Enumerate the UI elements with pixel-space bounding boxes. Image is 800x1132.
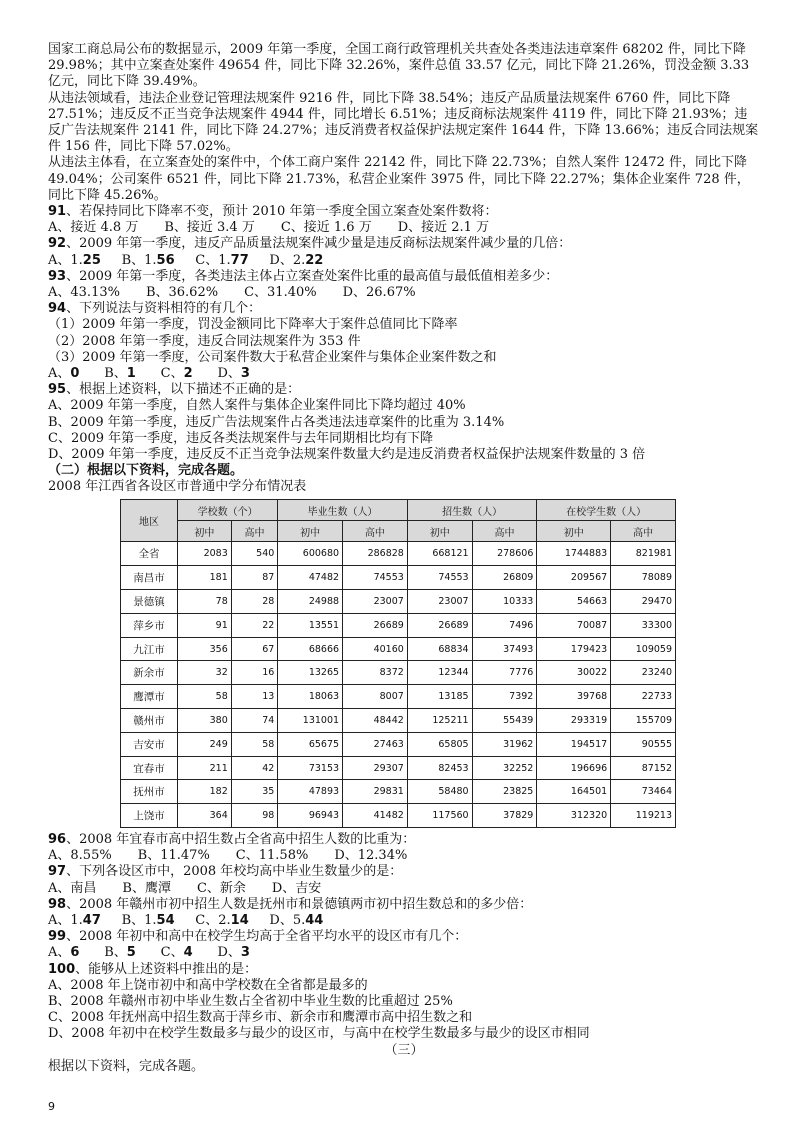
table-cell-value: 37829 — [472, 804, 537, 828]
table-cell-region: 宜春市 — [121, 756, 178, 780]
table-cell-value: 209567 — [537, 566, 611, 590]
table-cell-value: 23825 — [472, 780, 537, 804]
table-cell-value: 26689 — [343, 613, 408, 637]
question-91-options: A、接近 4.8 万 B、接近 3.4 万 C、接近 1.6 万 D、接近 2.1 万 — [48, 220, 490, 236]
intro-paragraph-3: 从违法主体看，在立案查处的案件中，个体工商户案件 22142 件，同比下降 22.73%；自然人案件 12472 件，同比下降 49.04%；公司案件 6521 件，同比下降 21.73%，私营企业案件 3975 件，同比下降 22.27%；集体企业案件 728 件，同比下降 45.26%。 — [48, 155, 750, 203]
table-cell-value: 109059 — [611, 637, 676, 661]
table-cell-value: 1744883 — [537, 542, 611, 566]
intro-paragraph-1: 国家工商总局公布的数据显示，2009 年第一季度，全国工商行政管理机关共查处各类违法违章案件 68202 件，同比下降 29.98%；其中立案查处案件 49654 件，同比下降 32.26%，案件总值 33.57 亿元，同比下降 21.26%，罚没金额 3.33 亿元，同比下降 39.49%。 — [48, 42, 750, 90]
table-cell-value: 13265 — [278, 661, 343, 685]
header-region: 地区 — [121, 500, 178, 542]
table-cell-value: 29307 — [343, 756, 408, 780]
subheader-junior: 初中 — [407, 521, 472, 542]
table-cell-value: 821981 — [611, 542, 676, 566]
table-cell-value: 131001 — [278, 709, 343, 733]
table-row — [121, 804, 676, 828]
table-cell-value: 22 — [231, 613, 278, 637]
table-cell-value: 22733 — [611, 685, 676, 709]
table-cell-value: 37493 — [472, 637, 537, 661]
data-table-wrapper — [120, 499, 676, 828]
table-cell-region: 鹰潭市 — [121, 685, 178, 709]
table-cell-value: 8007 — [343, 685, 408, 709]
header-enrollment: 招生数（人） — [407, 500, 537, 521]
table-cell-value: 600680 — [278, 542, 343, 566]
table-header-row-1 — [121, 500, 676, 521]
table-cell-value: 74553 — [407, 566, 472, 590]
table-cell-value: 117560 — [407, 804, 472, 828]
table-row — [121, 590, 676, 614]
table-row — [121, 566, 676, 590]
table-cell-value: 356 — [178, 637, 232, 661]
table-cell-value: 18063 — [278, 685, 343, 709]
table-cell-region: 赣州市 — [121, 709, 178, 733]
table-cell-value: 33300 — [611, 613, 676, 637]
table-cell-value: 125211 — [407, 709, 472, 733]
table-cell-value: 65805 — [407, 732, 472, 756]
table-cell-value: 42 — [231, 756, 278, 780]
header-graduates: 毕业生数（人） — [278, 500, 408, 521]
table-cell-value: 47482 — [278, 566, 343, 590]
table-cell-value: 68666 — [278, 637, 343, 661]
table-cell-value: 23007 — [407, 590, 472, 614]
table-cell-value: 78 — [178, 590, 232, 614]
table-row — [121, 542, 676, 566]
table-cell-value: 2083 — [178, 542, 232, 566]
table-cell-value: 540 — [231, 542, 278, 566]
table-cell-value: 98 — [231, 804, 278, 828]
table-cell-region: 萍乡市 — [121, 613, 178, 637]
table-cell-value: 249 — [178, 732, 232, 756]
section-3-instruction: 根据以下资料，完成各题。 — [48, 1058, 205, 1074]
table-cell-value: 40160 — [343, 637, 408, 661]
table-cell-region: 景德镇 — [121, 590, 178, 614]
question-95-option-c: C、2009 年第一季度，违反各类法规案件与去年同期相比均有下降 — [48, 430, 434, 446]
table-cell-value: 164501 — [537, 780, 611, 804]
subheader-senior: 高中 — [472, 521, 537, 542]
table-row — [121, 756, 676, 780]
table-cell-value: 74 — [231, 709, 278, 733]
table-cell-value: 87152 — [611, 756, 676, 780]
section-2-heading: （二）根据以下资料，完成各题。 — [48, 463, 244, 479]
table-cell-value: 179423 — [537, 637, 611, 661]
question-95-option-b: B、2009 年第一季度，违反广告法规案件占各类违法违章案件的比重为 3.14% — [48, 414, 505, 430]
table-cell-value: 668121 — [407, 542, 472, 566]
question-94: 94、下列说法与资料相符的有几个： — [48, 301, 262, 317]
table-cell-region: 九江市 — [121, 637, 178, 661]
table-cell-region: 吉安市 — [121, 732, 178, 756]
table-cell-value: 65675 — [278, 732, 343, 756]
table-cell-value: 13551 — [278, 613, 343, 637]
table-cell-value: 211 — [178, 756, 232, 780]
table-cell-value: 312320 — [537, 804, 611, 828]
table-row — [121, 637, 676, 661]
question-94-item-2: （2）2008 年第一季度，违反合同法规案件为 353 件 — [48, 333, 361, 349]
table-cell-value: 29470 — [611, 590, 676, 614]
subheader-senior: 高中 — [231, 521, 278, 542]
table-cell-value: 182 — [178, 780, 232, 804]
question-92-options: A、1.25 B、1.56 C、1.77 D、2.22 — [48, 252, 324, 268]
table-cell-value: 39768 — [537, 685, 611, 709]
question-93-options: A、43.13% B、36.62% C、31.40% D、26.67% — [48, 285, 416, 301]
question-97: 97、下列各设区市中，2008 年校均高中毕业生数量少的是： — [48, 864, 403, 880]
question-96: 96、2008 年宜春市高中招生数占全省高中招生人数的比重为： — [48, 832, 416, 848]
table-cell-value: 23240 — [611, 661, 676, 685]
table-row — [121, 613, 676, 637]
table-cell-value: 78089 — [611, 566, 676, 590]
table-cell-value: 13185 — [407, 685, 472, 709]
table-cell-value: 58 — [178, 685, 232, 709]
table-cell-value: 7392 — [472, 685, 537, 709]
table-cell-value: 73153 — [278, 756, 343, 780]
table-cell-value: 119213 — [611, 804, 676, 828]
table-cell-value: 196696 — [537, 756, 611, 780]
question-94-options: A、0 B、1 C、2 D、3 — [48, 366, 250, 382]
table-cell-value: 10333 — [472, 590, 537, 614]
table-body — [121, 542, 676, 828]
table-row — [121, 780, 676, 804]
question-100: 100、能够从上述资料中推出的是： — [48, 961, 258, 977]
table-cell-value: 58480 — [407, 780, 472, 804]
table-cell-value: 91 — [178, 613, 232, 637]
question-100-option-d: D、2008 年初中在校学生数最多与最少的设区市，与高中在校学生数最多与最少的设区市相同 — [48, 1026, 590, 1042]
table-cell-region: 上饶市 — [121, 804, 178, 828]
table-cell-value: 8372 — [343, 661, 408, 685]
table-cell-value: 27463 — [343, 732, 408, 756]
table-cell-value: 155709 — [611, 709, 676, 733]
table-row — [121, 661, 676, 685]
table-cell-value: 181 — [178, 566, 232, 590]
section-3-heading: （三） — [384, 1042, 424, 1058]
table-row — [121, 732, 676, 756]
question-94-item-1: （1）2009 年第一季度，罚没金额同比下降率大于案件总值同比下降率 — [48, 317, 458, 333]
table-cell-value: 32 — [178, 661, 232, 685]
table-cell-value: 26689 — [407, 613, 472, 637]
question-94-item-3: （3）2009 年第一季度，公司案件数大于私营企业案件与集体企业案件数之和 — [48, 349, 497, 365]
table-cell-value: 47893 — [278, 780, 343, 804]
question-99: 99、2008 年初中和高中在校学生均高于全省平均水平的设区市有几个： — [48, 929, 468, 945]
table-cell-value: 13 — [231, 685, 278, 709]
question-95-option-d: D、2009 年第一季度，违反反不正当竞争法规案件数量大约是违反消费者权益保护法规案件数量的 3 倍 — [48, 447, 646, 463]
table-cell-value: 364 — [178, 804, 232, 828]
subheader-junior: 初中 — [178, 521, 232, 542]
table-cell-value: 23007 — [343, 590, 408, 614]
school-distribution-table — [120, 499, 676, 828]
question-93: 93、2009 年第一季度，各类违法主体占立案查处案件比重的最高值与最低值相差多少： — [48, 268, 559, 284]
table-cell-value: 41482 — [343, 804, 408, 828]
table-cell-region: 新余市 — [121, 661, 178, 685]
subheader-senior: 高中 — [611, 521, 676, 542]
table-cell-value: 12344 — [407, 661, 472, 685]
question-100-option-b: B、2008 年赣州市初中毕业生数占全省初中毕业生数的比重超过 25% — [48, 994, 453, 1010]
question-91: 91、若保持同比下降率不变，预计 2010 年第一季度全国立案查处案件数将： — [48, 204, 498, 220]
table-row — [121, 709, 676, 733]
subheader-junior: 初中 — [278, 521, 343, 542]
document-page — [48, 42, 760, 1075]
subheader-junior: 初中 — [537, 521, 611, 542]
table-cell-value: 48442 — [343, 709, 408, 733]
question-100-option-c: C、2008 年抚州高中招生数高于萍乡市、新余市和鹰潭市高中招生数之和 — [48, 1010, 473, 1026]
table-cell-value: 70087 — [537, 613, 611, 637]
question-92: 92、2009 年第一季度，违反产品质量法规案件减少量是违反商标法规案件减少量的几倍： — [48, 236, 572, 252]
table-cell-value: 54663 — [537, 590, 611, 614]
table-cell-value: 293319 — [537, 709, 611, 733]
table-header-row-2 — [121, 521, 676, 542]
table-cell-value: 380 — [178, 709, 232, 733]
table-cell-region: 南昌市 — [121, 566, 178, 590]
table-cell-region: 全省 — [121, 542, 178, 566]
question-98: 98、2008 年赣州市初中招生人数是抚州市和景德镇两市初中招生数总和的多少倍： — [48, 896, 533, 912]
question-95-option-a: A、2009 年第一季度，自然人案件与集体企业案件同比下降均超过 40% — [48, 398, 466, 414]
table-cell-value: 194517 — [537, 732, 611, 756]
table-cell-value: 87 — [231, 566, 278, 590]
table-title: 2008 年江西省各设区市普通中学分布情况表 — [48, 479, 307, 495]
question-99-options: A、6 B、5 C、4 D、3 — [48, 945, 250, 961]
table-row — [121, 685, 676, 709]
table-cell-value: 24988 — [278, 590, 343, 614]
header-schools: 学校数（个） — [178, 500, 278, 521]
table-cell-value: 28 — [231, 590, 278, 614]
header-students: 在校学生数（人） — [537, 500, 676, 521]
table-cell-region: 抚州市 — [121, 780, 178, 804]
table-cell-value: 7496 — [472, 613, 537, 637]
table-cell-value: 67 — [231, 637, 278, 661]
table-cell-value: 26809 — [472, 566, 537, 590]
table-cell-value: 286828 — [343, 542, 408, 566]
page-number: 9 — [48, 1100, 55, 1113]
question-98-options: A、1.47 B、1.54 C、2.14 D、5.44 — [48, 913, 324, 929]
table-cell-value: 82453 — [407, 756, 472, 780]
question-95: 95、根据上述资料，以下描述不正确的是： — [48, 382, 301, 398]
question-96-options: A、8.55% B、11.47% C、11.58% D、12.34% — [48, 848, 408, 864]
table-cell-value: 58 — [231, 732, 278, 756]
table-cell-value: 7776 — [472, 661, 537, 685]
table-cell-value: 73464 — [611, 780, 676, 804]
question-100-option-a: A、2008 年上饶市初中和高中学校数在全省都是最多的 — [48, 977, 368, 993]
question-97-options: A、南昌 B、鹰潭 C、新余 D、吉安 — [48, 880, 322, 896]
table-cell-value: 55439 — [472, 709, 537, 733]
table-cell-value: 96943 — [278, 804, 343, 828]
table-cell-value: 74553 — [343, 566, 408, 590]
subheader-senior: 高中 — [343, 521, 408, 542]
table-cell-value: 29831 — [343, 780, 408, 804]
table-cell-value: 31962 — [472, 732, 537, 756]
table-cell-value: 68834 — [407, 637, 472, 661]
table-cell-value: 30022 — [537, 661, 611, 685]
table-cell-value: 35 — [231, 780, 278, 804]
intro-paragraph-2: 从违法领域看，违法企业登记管理法规案件 9216 件，同比下降 38.54%；违反产品质量法规案件 6760 件，同比下降 27.51%；违反反不正当竞争法规案件 4944 件，同比增长 6.51%；违反商标法规案件 4119 件，同比下降 21.93%；违反广告法规案件 2141 件，同比下降 24.27%；违反消费者权益保护法规定案件 1644 件，下降 13.66%；违反合同法规案件 156 件，同比下降 57.02%。 — [48, 90, 759, 155]
table-cell-value: 278606 — [472, 542, 537, 566]
table-cell-value: 16 — [231, 661, 278, 685]
table-cell-value: 32252 — [472, 756, 537, 780]
table-cell-value: 90555 — [611, 732, 676, 756]
